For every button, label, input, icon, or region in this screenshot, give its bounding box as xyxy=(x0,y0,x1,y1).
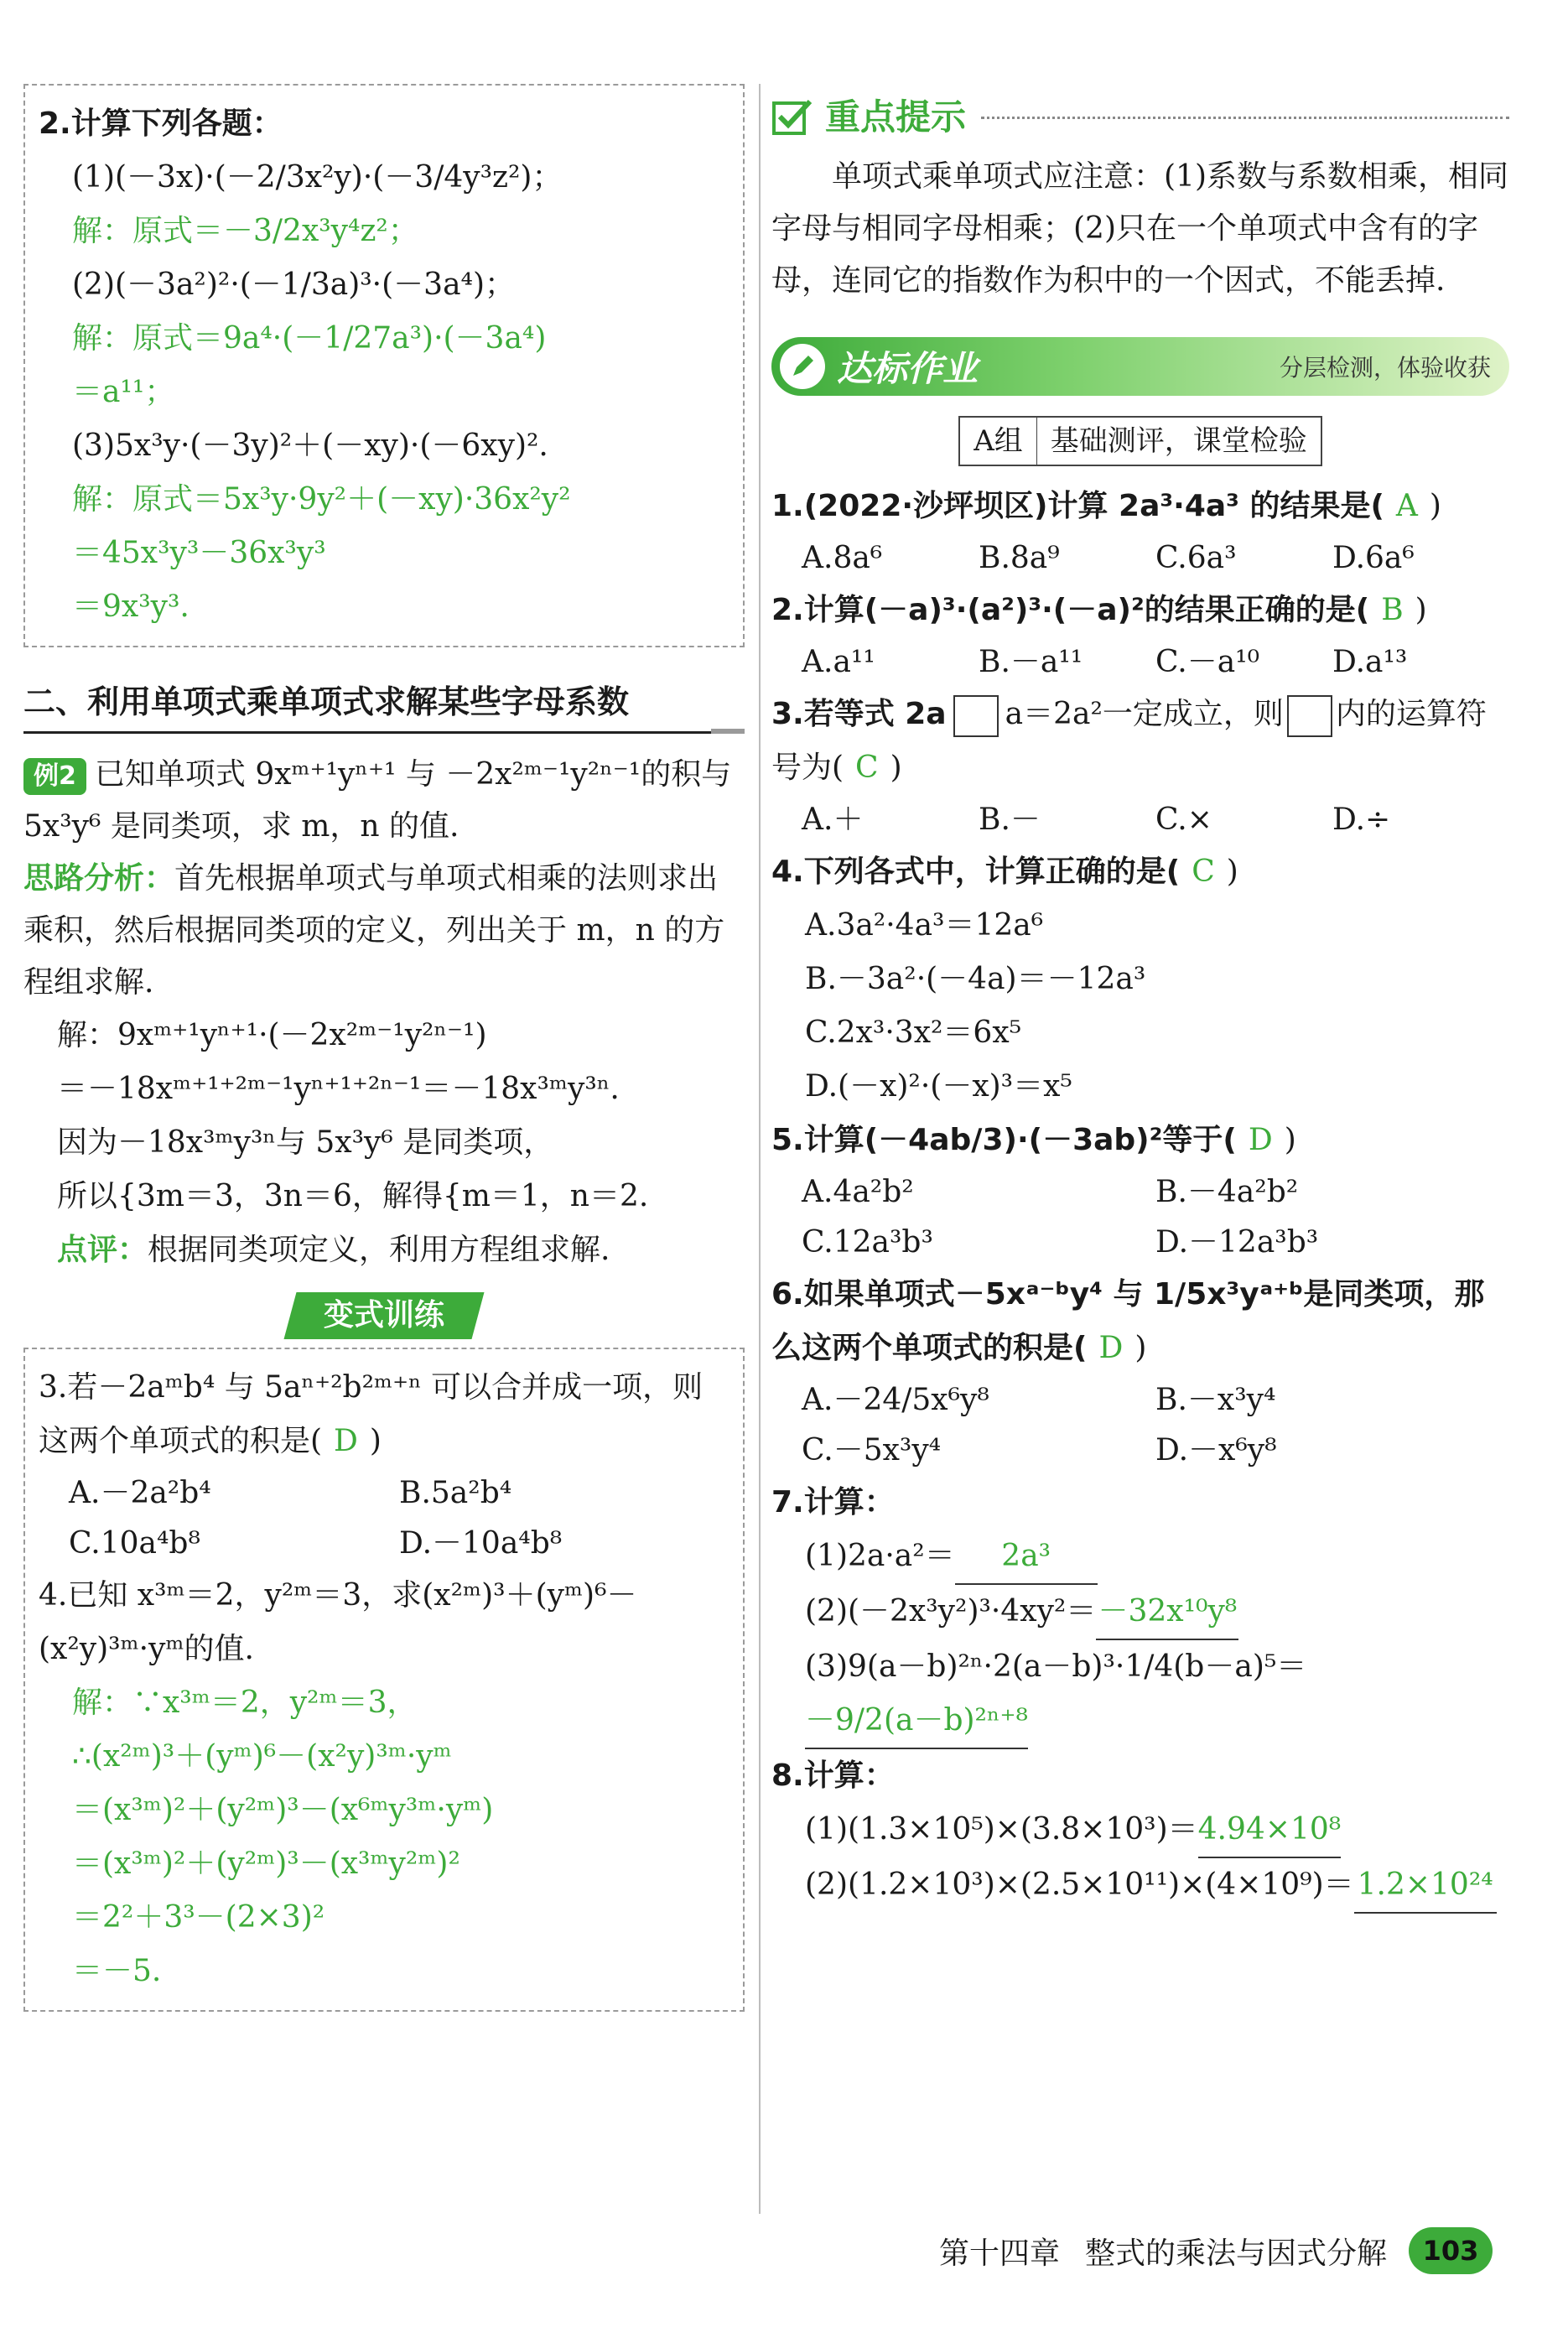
q4-option: B.－3a²·(－4a)＝－12a³ xyxy=(805,962,1146,996)
checkbox-icon xyxy=(771,96,813,138)
variant-q3-option: B.5a²b⁴ xyxy=(399,1476,512,1510)
section-title-text: 二、利用单项式乘单项式求解某些字母系数 xyxy=(23,683,630,720)
example-solution-line: 所以{3m＝3，3n＝6，解得{m＝1，n＝2. xyxy=(57,1179,649,1213)
q1-options xyxy=(771,533,1509,584)
q5-option: D.－12a³b³ xyxy=(1155,1225,1319,1260)
pencil-icon xyxy=(780,344,825,389)
q4-option: A.3a²·4a³＝12a⁶ xyxy=(805,908,1044,943)
q5-answer: D xyxy=(1248,1123,1273,1157)
key-tip-text: 单项式乘单项式应注意：(1)系数与系数相乘，相同字母与相同字母相乘；(2)只在一个单项式中含有的字母，连同它的指数作为积中的一个因式，不能丢掉. xyxy=(771,159,1508,298)
variant-q4-line: 4.已知 x³ᵐ＝2，y²ᵐ＝3，求(x²ᵐ)³＋(yᵐ)⁶－(x²y)³ᵐ·yᵐ的值. xyxy=(39,1578,637,1666)
q5-text: 5.计算(－4ab/3)·(－3ab)²等于( xyxy=(771,1123,1237,1157)
section-title xyxy=(23,673,745,734)
q5-options xyxy=(771,1167,1509,1268)
problem-2-line: 解：原式＝5x³y·9y²＋(－xy)·36x²y² xyxy=(72,482,571,517)
variant-q4 xyxy=(39,1569,729,1998)
variant-q3-answer: D xyxy=(334,1424,358,1458)
q1-answer: A xyxy=(1395,489,1418,523)
analysis-label: 思路分析： xyxy=(23,861,175,896)
variant-q4-line: ∴(x²ᵐ)³＋(yᵐ)⁶－(x²y)³ᵐ·yᵐ xyxy=(72,1739,452,1774)
q2-option: B.－a¹¹ xyxy=(979,645,1083,679)
variant-q3-option: A.－2a²b⁴ xyxy=(69,1476,211,1510)
q3-answer: C xyxy=(855,751,879,785)
variant-q3-text: 3.若－2aᵐb⁴ 与 5aⁿ⁺²b²ᵐ⁺ⁿ 可以合并成一项，则这两个单项式的积是( xyxy=(39,1370,704,1458)
q5-option: C.12a³b³ xyxy=(802,1225,933,1260)
q7-prompt: (3)9(a－b)²ⁿ·2(a－b)³·1/4(b－a)⁵＝ xyxy=(805,1649,1307,1684)
group-a-label xyxy=(771,416,1509,466)
q1-option: C.6a³ xyxy=(1155,541,1237,575)
q5-stem: 5.计算(－4ab/3)·(－3ab)²等于( D ) xyxy=(771,1123,1296,1157)
homework-banner-title: 达标作业 xyxy=(837,348,979,389)
q3-option: B.－ xyxy=(979,803,1041,837)
variant-training-header xyxy=(23,1292,745,1339)
q1-stem: 1.(2022·沙坪坝区)计算 2a³·4a³ 的结果是( A ) xyxy=(771,489,1441,523)
column-divider xyxy=(759,84,761,2214)
variant-box xyxy=(23,1348,745,2012)
q3-options xyxy=(771,795,1509,845)
q2-answer: B xyxy=(1381,593,1404,627)
problem-2-line: ＝9x³y³. xyxy=(72,590,190,624)
q6-text: 6.如果单项式－5xᵃ⁻ᵇy⁴ 与 1/5x³yᵃ⁺ᵇ是同类项，那么这两个单项式的积是( xyxy=(771,1277,1485,1365)
variant-q3-option: C.10a⁴b⁸ xyxy=(69,1526,200,1561)
q2-text: 2.计算(－a)³·(a²)³·(－a)²的结果正确的是( xyxy=(771,593,1370,627)
q1-text: 1.(2022·沙坪坝区)计算 2a³·4a³ 的结果是( xyxy=(771,489,1384,523)
q3-blank-box xyxy=(953,695,999,737)
q2-option: A.a¹¹ xyxy=(802,645,875,679)
problem-2-box xyxy=(23,84,745,647)
q3-pre: 3.若等式 2a xyxy=(771,697,947,731)
variant-q4-line: ＝(x³ᵐ)²＋(y²ᵐ)³－(x³ᵐy²ᵐ)² xyxy=(72,1847,460,1881)
q7-answer: 2a³ xyxy=(955,1530,1098,1585)
problem-2-line: ＝45x³y³－36x³y³ xyxy=(72,536,326,570)
key-tip-title: 重点提示 xyxy=(825,96,967,138)
group-a-name: 基础测评，课堂检验 xyxy=(1037,416,1322,466)
q8 xyxy=(771,1749,1509,1914)
q8-answer: 1.2×10²⁴ xyxy=(1354,1858,1497,1914)
q6-option: C.－5x³y⁴ xyxy=(802,1433,942,1468)
example-solution-line: 因为－18x³ᵐy³ⁿ与 5x³y⁶ 是同类项， xyxy=(57,1125,554,1160)
problem-2-line: 解：原式＝－3/2x³y⁴z²； xyxy=(72,214,418,248)
footer-title: 整式的乘法与因式分解 xyxy=(1084,2236,1387,2271)
q6-option: D.－x⁶y⁸ xyxy=(1155,1433,1277,1468)
q7-part xyxy=(771,1640,1509,1749)
q4-option: C.2x³·3x²＝6x⁵ xyxy=(805,1016,1022,1050)
example-2 xyxy=(23,749,745,853)
variant-q4-line: 解：∵x³ᵐ＝2，y²ᵐ＝3， xyxy=(72,1686,418,1720)
group-a-tag: A组 xyxy=(958,416,1037,466)
q7 xyxy=(771,1476,1509,1749)
q3-blank-box xyxy=(1287,695,1332,737)
variant-training-title: 变式训练 xyxy=(323,1298,444,1332)
q6-options xyxy=(771,1375,1509,1476)
problem-2-line: (1)(－3x)·(－2/3x²y)·(－3/4y³z²)； xyxy=(72,160,563,195)
q3-option: A.＋ xyxy=(802,803,864,837)
page-footer xyxy=(939,2227,1493,2274)
q5-option: B.－4a²b² xyxy=(1155,1175,1299,1209)
variant-q4-line: ＝2²＋3³－(2×3)² xyxy=(72,1900,325,1935)
variant-q3-option: D.－10a⁴b⁸ xyxy=(399,1526,563,1561)
q6-option: A.－24/5x⁶y⁸ xyxy=(802,1383,989,1417)
analysis-text: 首先根据单项式与单项式相乘的法则求出乘积，然后根据同类项的定义，列出关于 m，n 的方程组求解. xyxy=(23,861,725,1000)
q4-options xyxy=(771,899,1509,1114)
q4-option: D.(－x)²·(－x)³＝x⁵ xyxy=(805,1069,1072,1104)
q5-option: A.4a²b² xyxy=(802,1175,914,1209)
comment-text: 根据同类项定义，利用方程组求解. xyxy=(148,1233,610,1267)
example-badge: 例2 xyxy=(23,758,86,795)
q8-answer: 4.94×10⁸ xyxy=(1198,1803,1342,1858)
q1-option: B.8a⁹ xyxy=(979,541,1060,575)
homework-banner-subtitle: 分层检测，体验收获 xyxy=(1279,354,1491,382)
q2-options xyxy=(771,637,1509,688)
variant-q3-options xyxy=(39,1468,729,1569)
problem-2-line: 2.计算下列各题： xyxy=(39,106,283,141)
q3-option: D.÷ xyxy=(1332,803,1391,837)
q8-title: 8.计算： xyxy=(771,1758,895,1793)
q7-answer: －32x¹⁰y⁸ xyxy=(1096,1585,1238,1640)
right-questions xyxy=(771,480,1509,1914)
problem-2-line: (3)5x³y·(－3y)²＋(－xy)·(－6xy)². xyxy=(72,429,548,463)
variant-q4-line: ＝－5. xyxy=(72,1954,162,1988)
example-text: 已知单项式 9xᵐ⁺¹yⁿ⁺¹ 与 －2x²ᵐ⁻¹y²ⁿ⁻¹的积与 5x³y⁶ 是同类项，求 m，n 的值. xyxy=(23,757,732,844)
q7-part xyxy=(771,1530,1509,1585)
q3-option: C.× xyxy=(1155,803,1212,837)
q7-part xyxy=(771,1585,1509,1640)
variant-q3-stem: 3.若－2aᵐb⁴ 与 5aⁿ⁺²b²ᵐ⁺ⁿ 可以合并成一项，则这两个单项式的积是( D ) xyxy=(39,1370,704,1458)
left-column xyxy=(23,84,745,2012)
q4-text: 4.下列各式中，计算正确的是( xyxy=(771,855,1181,889)
variant-q4-line: ＝(x³ᵐ)²＋(y²ᵐ)³－(x⁶ᵐy³ᵐ·yᵐ) xyxy=(72,1793,494,1827)
section-title-bar xyxy=(711,729,745,734)
q8-prompt: (2)(1.2×10³)×(2.5×10¹¹)×(4×10⁹)＝ xyxy=(805,1867,1354,1902)
q3-mid: a＝2a²一定成立，则 xyxy=(1005,697,1284,731)
footer-chapter: 第十四章 xyxy=(938,2236,1060,2271)
q2-option: D.a¹³ xyxy=(1332,645,1408,679)
key-tip-dots xyxy=(981,117,1509,119)
example-solution-line: ＝－18xᵐ⁺¹⁺²ᵐ⁻¹yⁿ⁺¹⁺²ⁿ⁻¹＝－18x³ᵐy³ⁿ. xyxy=(57,1072,620,1106)
q7-answer: －9/2(a－b)²ⁿ⁺⁸ xyxy=(805,1694,1028,1749)
problem-2-line: (2)(－3a²)²·(－1/3a)³·(－3a⁴)； xyxy=(72,268,516,302)
homework-banner xyxy=(771,337,1509,396)
q1-option: D.6a⁶ xyxy=(1332,541,1415,575)
q7-prompt: (1)2a·a²＝ xyxy=(805,1539,955,1573)
q6-answer: D xyxy=(1098,1331,1124,1365)
q6-option: B.－x³y⁴ xyxy=(1155,1383,1276,1417)
q6-stem: 6.如果单项式－5xᵃ⁻ᵇy⁴ 与 1/5x³yᵃ⁺ᵇ是同类项，那么这两个单项式的积是( D ) xyxy=(771,1277,1485,1365)
analysis xyxy=(23,853,745,1009)
example-solution xyxy=(23,1009,745,1223)
comment xyxy=(23,1223,745,1277)
example-solution-line: 解：9xᵐ⁺¹yⁿ⁺¹·(－2x²ᵐ⁻¹y²ⁿ⁻¹) xyxy=(57,1018,487,1052)
page-number: 103 xyxy=(1409,2227,1493,2274)
q3-stem: 3.若等式 2a a＝2a²一定成立，则 内的运算符号为( C ) xyxy=(771,697,1487,785)
q8-prompt: (1)(1.3×10⁵)×(3.8×10³)＝ xyxy=(805,1812,1198,1847)
q4-answer: C xyxy=(1192,855,1215,889)
q2-stem: 2.计算(－a)³·(a²)³·(－a)²的结果正确的是( B ) xyxy=(771,593,1427,627)
comment-label: 点评： xyxy=(57,1233,148,1267)
key-tip-header xyxy=(771,84,1509,151)
q3-post: 内的运算符号为( xyxy=(771,697,1487,785)
q7-prompt: (2)(－2x³y²)³·4xy²＝ xyxy=(805,1594,1097,1629)
q7-title: 7.计算： xyxy=(771,1485,895,1519)
q8-part xyxy=(771,1803,1509,1858)
q2-option: C.－a¹⁰ xyxy=(1155,645,1260,679)
problem-2-line: ＝a¹¹； xyxy=(72,375,175,409)
right-column xyxy=(771,84,1509,1914)
q8-part xyxy=(771,1858,1509,1914)
q1-option: A.8a⁶ xyxy=(802,541,883,575)
problem-2-line: 解：原式＝9a⁴·(－1/27a³)·(－3a⁴) xyxy=(72,321,547,356)
q4-stem: 4.下列各式中，计算正确的是( C ) xyxy=(771,855,1238,889)
